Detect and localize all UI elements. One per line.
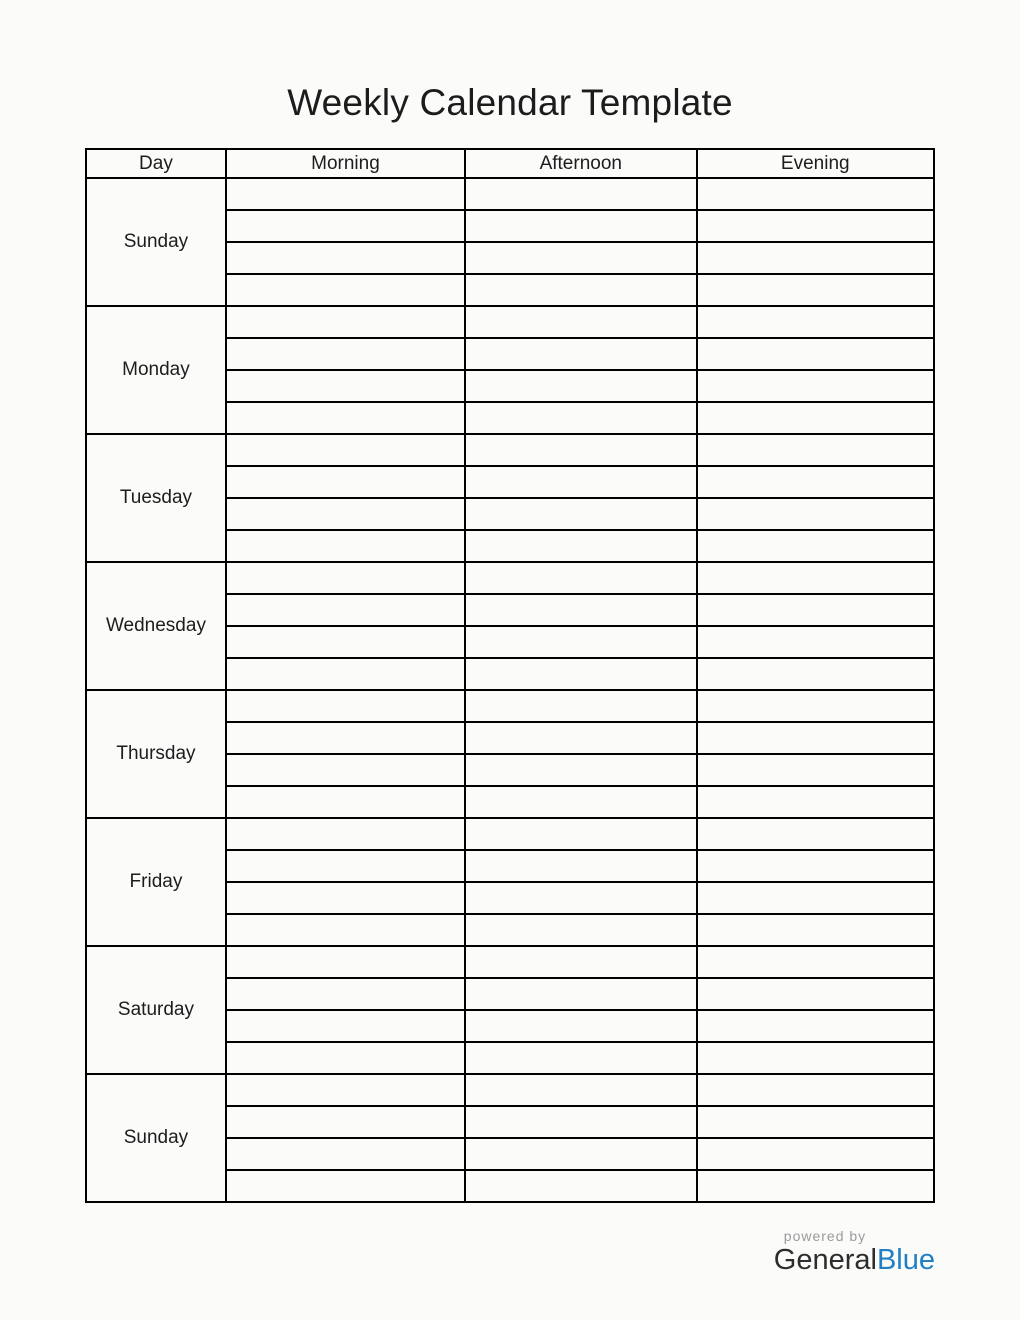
morning-slot-cell [226, 626, 465, 658]
afternoon-slot-cell [465, 242, 697, 274]
evening-slot-cell [697, 498, 934, 530]
morning-slot-cell [226, 818, 465, 850]
morning-slot-cell [226, 562, 465, 594]
evening-slot-cell [697, 594, 934, 626]
afternoon-slot-cell [465, 562, 697, 594]
afternoon-slot-cell [465, 1138, 697, 1170]
header-row [86, 149, 934, 178]
morning-slot-cell [226, 882, 465, 914]
generalblue-logo [774, 1245, 935, 1277]
morning-slot-cell [226, 786, 465, 818]
afternoon-slot-cell [465, 434, 697, 466]
evening-slot-cell [697, 466, 934, 498]
morning-slot-cell [226, 402, 465, 434]
morning-slot-cell [226, 946, 465, 978]
day-cell: Wednesday [86, 562, 226, 690]
evening-slot-cell [697, 946, 934, 978]
evening-slot-cell [697, 178, 934, 210]
afternoon-slot-cell [465, 754, 697, 786]
powered-by-text: powered by [783, 1228, 867, 1244]
afternoon-slot-cell [465, 530, 697, 562]
afternoon-slot-cell [465, 370, 697, 402]
afternoon-slot-cell [465, 1042, 697, 1074]
evening-slot-cell [697, 722, 934, 754]
morning-slot-cell [226, 914, 465, 946]
evening-slot-cell [697, 530, 934, 562]
evening-slot-cell [697, 306, 934, 338]
column-header-day: Day [86, 149, 226, 178]
slot-row [86, 178, 934, 210]
column-header-afternoon: Afternoon [465, 149, 697, 178]
afternoon-slot-cell [465, 466, 697, 498]
afternoon-slot-cell [465, 946, 697, 978]
afternoon-slot-cell [465, 722, 697, 754]
day-cell: Monday [86, 306, 226, 434]
slot-row [86, 946, 934, 978]
afternoon-slot-cell [465, 402, 697, 434]
morning-slot-cell [226, 690, 465, 722]
evening-slot-cell [697, 1042, 934, 1074]
morning-slot-cell [226, 306, 465, 338]
evening-slot-cell [697, 754, 934, 786]
morning-slot-cell [226, 1106, 465, 1138]
morning-slot-cell [226, 210, 465, 242]
afternoon-slot-cell [465, 658, 697, 690]
day-cell: Sunday [86, 178, 226, 306]
evening-slot-cell [697, 370, 934, 402]
morning-slot-cell [226, 1138, 465, 1170]
evening-slot-cell [697, 626, 934, 658]
morning-slot-cell [226, 1042, 465, 1074]
afternoon-slot-cell [465, 882, 697, 914]
slot-row [86, 434, 934, 466]
evening-slot-cell [697, 338, 934, 370]
page-title: Weekly Calendar Template [287, 82, 733, 123]
afternoon-slot-cell [465, 1170, 697, 1202]
brand-footer [774, 1228, 935, 1277]
calendar-table-body [86, 178, 934, 1202]
morning-slot-cell [226, 370, 465, 402]
morning-slot-cell [226, 594, 465, 626]
brand-second-part: Blue [876, 1244, 935, 1276]
evening-slot-cell [697, 786, 934, 818]
afternoon-slot-cell [465, 1106, 697, 1138]
evening-slot-cell [697, 242, 934, 274]
afternoon-slot-cell [465, 498, 697, 530]
day-cell: Tuesday [86, 434, 226, 562]
slot-row [86, 1074, 934, 1106]
afternoon-slot-cell [465, 210, 697, 242]
evening-slot-cell [697, 1138, 934, 1170]
day-cell: Thursday [86, 690, 226, 818]
evening-slot-cell [697, 914, 934, 946]
evening-slot-cell [697, 210, 934, 242]
afternoon-slot-cell [465, 786, 697, 818]
afternoon-slot-cell [465, 1010, 697, 1042]
afternoon-slot-cell [465, 818, 697, 850]
afternoon-slot-cell [465, 178, 697, 210]
evening-slot-cell [697, 882, 934, 914]
evening-slot-cell [697, 850, 934, 882]
evening-slot-cell [697, 274, 934, 306]
afternoon-slot-cell [465, 338, 697, 370]
evening-slot-cell [697, 1074, 934, 1106]
slot-row [86, 690, 934, 722]
brand-first-part: General [773, 1244, 877, 1276]
morning-slot-cell [226, 1010, 465, 1042]
afternoon-slot-cell [465, 914, 697, 946]
slot-row [86, 818, 934, 850]
morning-slot-cell [226, 1170, 465, 1202]
evening-slot-cell [697, 658, 934, 690]
evening-slot-cell [697, 1010, 934, 1042]
morning-slot-cell [226, 1074, 465, 1106]
day-cell: Friday [86, 818, 226, 946]
afternoon-slot-cell [465, 594, 697, 626]
morning-slot-cell [226, 274, 465, 306]
evening-slot-cell [697, 818, 934, 850]
day-cell: Saturday [86, 946, 226, 1074]
morning-slot-cell [226, 338, 465, 370]
evening-slot-cell [697, 1106, 934, 1138]
evening-slot-cell [697, 690, 934, 722]
evening-slot-cell [697, 402, 934, 434]
afternoon-slot-cell [465, 850, 697, 882]
morning-slot-cell [226, 242, 465, 274]
evening-slot-cell [697, 1170, 934, 1202]
morning-slot-cell [226, 178, 465, 210]
column-header-morning: Morning [226, 149, 465, 178]
morning-slot-cell [226, 530, 465, 562]
column-header-evening: Evening [697, 149, 934, 178]
afternoon-slot-cell [465, 626, 697, 658]
slot-row [86, 306, 934, 338]
afternoon-slot-cell [465, 978, 697, 1010]
afternoon-slot-cell [465, 306, 697, 338]
morning-slot-cell [226, 498, 465, 530]
evening-slot-cell [697, 434, 934, 466]
afternoon-slot-cell [465, 690, 697, 722]
evening-slot-cell [697, 978, 934, 1010]
morning-slot-cell [226, 850, 465, 882]
morning-slot-cell [226, 978, 465, 1010]
day-cell: Sunday [86, 1074, 226, 1202]
morning-slot-cell [226, 466, 465, 498]
evening-slot-cell [697, 562, 934, 594]
afternoon-slot-cell [465, 1074, 697, 1106]
morning-slot-cell [226, 754, 465, 786]
morning-slot-cell [226, 434, 465, 466]
afternoon-slot-cell [465, 274, 697, 306]
morning-slot-cell [226, 658, 465, 690]
slot-row [86, 562, 934, 594]
weekly-calendar-table [85, 148, 935, 1203]
morning-slot-cell [226, 722, 465, 754]
